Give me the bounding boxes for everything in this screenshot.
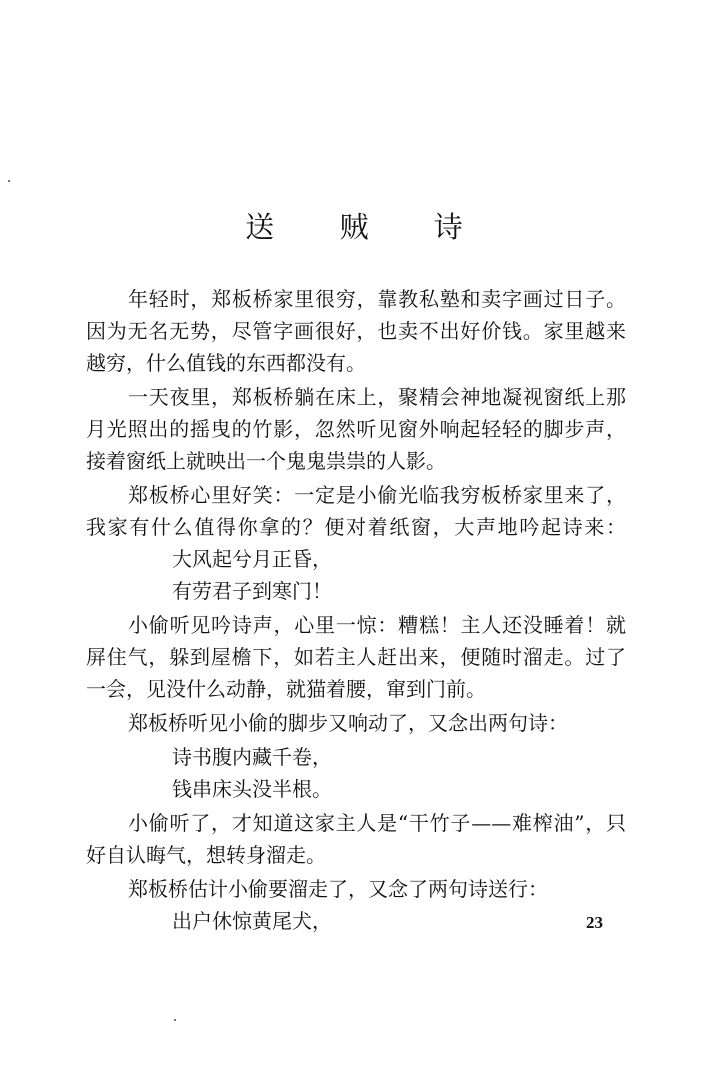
paragraph-line: 小偷听见吟诗声，心里一惊：糟糕！主人还没睡着！就 xyxy=(128,613,626,637)
paragraph-line: 屏住气，躲到屋檐下，如若主人赶出来，便随时溜走。过了 xyxy=(86,645,626,669)
paragraph-line: 小偷听了，才知道这家主人是“干竹子——难榨油”，只 xyxy=(128,811,626,835)
poem-line: 有劳君子到寒门！ xyxy=(172,579,332,603)
paragraph-line: 越穷，什么值钱的东西都没有。 xyxy=(86,351,366,375)
paragraph-line: 一会，见没什么动静，就猫着腰，窜到门前。 xyxy=(86,677,486,701)
poem-line: 大风起兮月正昏， xyxy=(172,547,332,571)
paragraph-line: 好自认晦气，想转身溜走。 xyxy=(86,843,326,867)
paragraph-line: 因为无名无势，尽管字画很好，也卖不出好价钱。家里越来 xyxy=(86,319,626,343)
paragraph-line: 郑板桥心里好笑：一定是小偷光临我穷板桥家里来了， xyxy=(128,483,626,507)
page-title: 送 贼 诗 xyxy=(245,210,491,244)
paragraph-line: 接着窗纸上就映出一个鬼鬼祟祟的人影。 xyxy=(86,449,446,473)
poem-line: 诗书腹内藏千卷， xyxy=(172,745,332,769)
poem-line: 出户休惊黄尾犬， xyxy=(172,909,332,933)
poem-line: 钱串床头没半根。 xyxy=(172,777,332,801)
paragraph-line: 郑板桥估计小偷要溜走了，又念了两句诗送行： xyxy=(128,877,548,901)
paragraph-line: 一天夜里，郑板桥躺在床上，聚精会神地凝视窗纸上那 xyxy=(128,385,626,409)
page-number: 23 xyxy=(586,913,603,932)
paragraph-line: 月光照出的摇曳的竹影，忽然听见窗外响起轻轻的脚步声， xyxy=(86,417,626,441)
print-speck xyxy=(174,1019,176,1021)
paragraph-line: 我家有什么值得你拿的？便对着纸窗，大声地吟起诗来： xyxy=(86,515,626,539)
print-speck xyxy=(8,180,10,182)
paragraph-line: 年轻时，郑板桥家里很穷，靠教私塾和卖字画过日子。 xyxy=(128,287,626,311)
paragraph-line: 郑板桥听见小偷的脚步又响动了，又念出两句诗： xyxy=(128,711,568,735)
